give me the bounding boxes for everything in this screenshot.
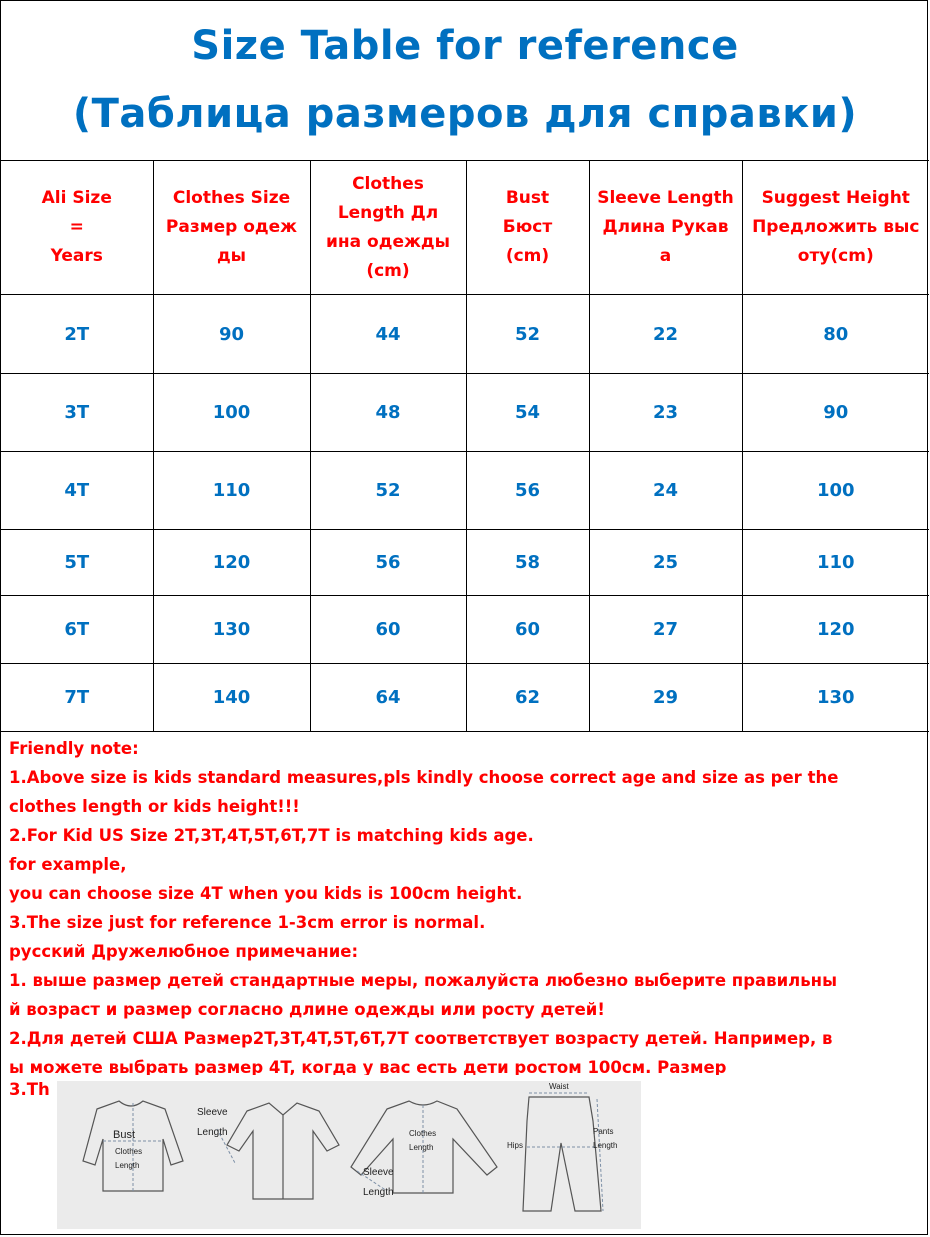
note-line: 1. выше размер детей стандартные меры, пожалуйста любезно выберите правильны — [9, 971, 837, 990]
label-clothes: Clothes — [115, 1147, 143, 1156]
cell-sleeve-length: 27 — [589, 596, 742, 664]
note-line: 3.Th — [9, 1080, 50, 1099]
table-row — [1, 452, 929, 530]
label-clothes: Clothes — [409, 1129, 437, 1138]
cell-size: 4T — [1, 452, 153, 530]
cell-clothes-length: 44 — [310, 295, 466, 374]
cell-sleeve-length: 29 — [589, 664, 742, 732]
cell-suggest-height: 80 — [742, 295, 929, 374]
table-row — [1, 374, 929, 452]
cell-sleeve-length: 22 — [589, 295, 742, 374]
cell-suggest-height: 110 — [742, 530, 929, 596]
cell-bust: 56 — [466, 452, 589, 530]
cell-clothes-length: 48 — [310, 374, 466, 452]
label-pants: Pants — [593, 1127, 614, 1136]
cell-clothes-length: 64 — [310, 664, 466, 732]
cell-bust: 62 — [466, 664, 589, 732]
size-table — [1, 161, 929, 732]
cell-sleeve-length: 24 — [589, 452, 742, 530]
header-bust: Bust Бюст (cm) — [466, 161, 589, 295]
note-line: 2.Для детей США Размер2T,3T,4T,5T,6T,7T соответствует возрасту детей. Например, в — [9, 1029, 833, 1048]
label-sleeve: Sleeve — [363, 1167, 394, 1178]
measurement-diagram — [57, 1081, 641, 1229]
note-line: 2.For Kid US Size 2T,3T,4T,5T,6T,7T is matching kids age. — [9, 826, 534, 845]
cell-sleeve-length: 23 — [589, 374, 742, 452]
table-row — [1, 530, 929, 596]
note-line: ы можете выбрать размер 4T, когда у вас есть дети ростом 100см. Размер — [9, 1058, 727, 1075]
cell-suggest-height: 90 — [742, 374, 929, 452]
cell-clothes-size: 140 — [153, 664, 310, 732]
note-line: й возраст и размер согласно длине одежды или росту детей! — [9, 1000, 605, 1019]
cell-size: 3T — [1, 374, 153, 452]
note-line: you can choose size 4T when you kids is 100cm height. — [9, 884, 523, 903]
cell-clothes-size: 130 — [153, 596, 310, 664]
cell-bust: 52 — [466, 295, 589, 374]
cell-suggest-height: 120 — [742, 596, 929, 664]
note-heading-russian: русский Дружелюбное примечание: — [9, 942, 359, 961]
cell-clothes-size: 100 — [153, 374, 310, 452]
cell-suggest-height: 100 — [742, 452, 929, 530]
label-length: Length — [197, 1127, 228, 1138]
cell-bust: 58 — [466, 530, 589, 596]
table-header-row — [1, 161, 929, 295]
table-row — [1, 295, 929, 374]
header-sleeve-length: Sleeve Length Длина Рукав а — [589, 161, 742, 295]
header-ali-size: Ali Size = Years — [1, 161, 153, 295]
label-length: Length — [115, 1161, 140, 1170]
note-heading: Friendly note: — [9, 739, 139, 758]
note-line: 1.Above size is kids standard measures,pls kindly choose correct age and size as per the — [9, 768, 839, 787]
cell-sleeve-length: 25 — [589, 530, 742, 596]
garment-sketches — [57, 1081, 641, 1229]
label-bust: Bust — [113, 1129, 136, 1141]
pants-sketch — [523, 1097, 601, 1211]
cell-size: 5T — [1, 530, 153, 596]
cell-size: 2T — [1, 295, 153, 374]
cell-clothes-size: 90 — [153, 295, 310, 374]
cell-bust: 54 — [466, 374, 589, 452]
note-line: for example, — [9, 855, 127, 874]
note-line: 3.The size just for reference 1-3cm error is normal. — [9, 913, 486, 932]
cell-clothes-length: 60 — [310, 596, 466, 664]
cell-size: 7T — [1, 664, 153, 732]
header-suggest-height: Suggest Height Предложить выс оту(cm) — [742, 161, 929, 295]
label-sleeve: Sleeve — [197, 1107, 228, 1118]
title-block — [1, 1, 929, 161]
cell-clothes-length: 52 — [310, 452, 466, 530]
note-line: clothes length or kids height!!! — [9, 797, 300, 816]
cell-clothes-length: 56 — [310, 530, 466, 596]
title-english: Size Table for reference — [191, 23, 739, 69]
cell-size: 6T — [1, 596, 153, 664]
cell-suggest-height: 130 — [742, 664, 929, 732]
cell-clothes-size: 120 — [153, 530, 310, 596]
label-length: Length — [363, 1187, 394, 1198]
cell-bust: 60 — [466, 596, 589, 664]
label-length: Length — [409, 1143, 434, 1152]
title-russian: (Таблица размеров для справки) — [72, 91, 858, 137]
table-row — [1, 664, 929, 732]
label-length: Length — [593, 1141, 618, 1150]
friendly-notes — [9, 734, 927, 1104]
cell-clothes-size: 110 — [153, 452, 310, 530]
header-clothes-length: Clothes Length Дл ина одежды (cm) — [310, 161, 466, 295]
label-waist: Waist — [549, 1082, 569, 1091]
table-row — [1, 596, 929, 664]
label-hips: Hips — [507, 1141, 524, 1150]
header-clothes-size: Clothes Size Размер одеж ды — [153, 161, 310, 295]
